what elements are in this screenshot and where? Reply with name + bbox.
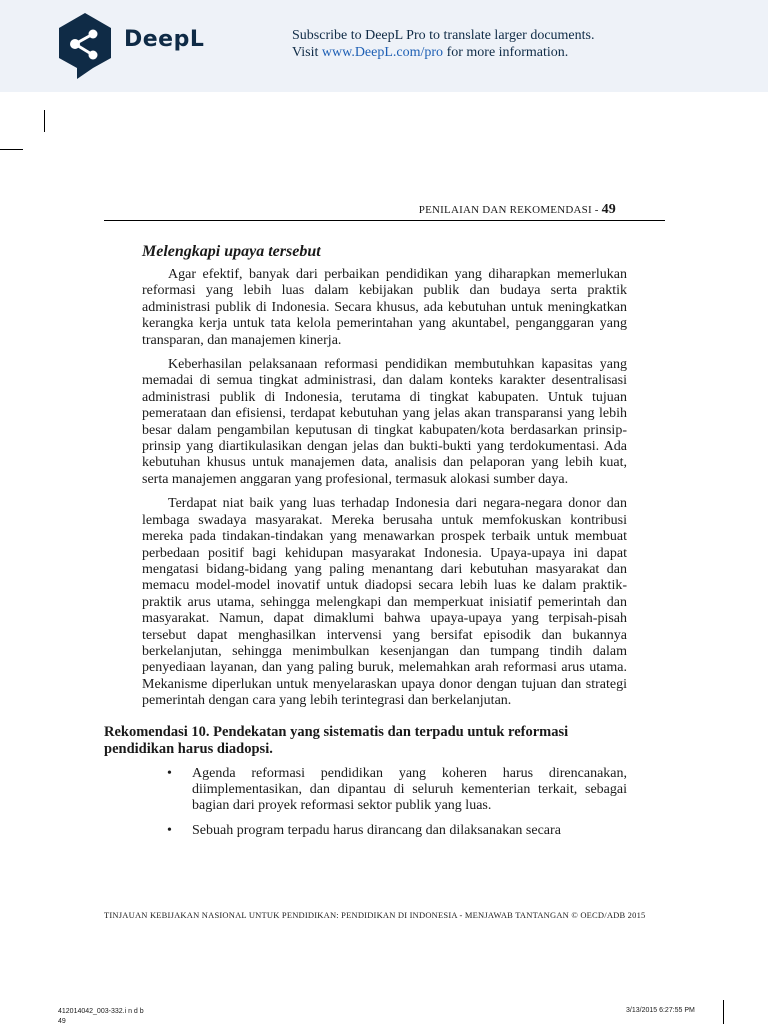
print-file-info (58, 1007, 144, 1027)
deepl-share-logo-icon (55, 11, 115, 81)
recommendation-heading: Rekomendasi 10. Pendekatan yang sistematis dan terpadu untuk reformasi pendidikan harus diadopsi. (104, 723, 569, 757)
print-file-name: 412014042_003-332.i n d b (58, 1008, 144, 1015)
crop-mark-vertical (44, 110, 45, 132)
deepl-pro-link[interactable]: www.DeepL.com/pro (321, 45, 444, 60)
promo-prefix: Visit (292, 45, 322, 60)
promo-line-1: Subscribe to DeepL Pro to translate larger documents. (292, 28, 595, 43)
list-item (167, 765, 627, 815)
bullet-glyph: • (167, 822, 172, 838)
header-rule (104, 220, 665, 221)
page-number: 49 (601, 202, 616, 217)
promo-line-2 (292, 44, 594, 61)
list-item (167, 822, 627, 839)
paragraph: Keberhasilan pelaksanaan reformasi pendidikan membutuhkan kapasitas yang memadai di semua tingkat administrasi, dan dalam konteks karakter desentralisasi administrasi publik di Indonesia, terutama di tingkat kabupaten. Untuk tujuan pemerataan dan efisiensi, terdapat kebutuhan yang jelas akan transparansi yang lebih besar dalam pengambilan keputusan di tingkat kabupaten/kota berdasarkan prinsip-prinsip yang diartikulasikan dengan jelas dan bukti-bukti yang terdokumentasi. Ada kebutuhan khusus untuk manajemen data, analisis dan pelaporan yang lebih kuat, serta manajemen anggaran yang profesional, termasuk alokasi sumber daya. (142, 357, 627, 487)
paragraph: Terdapat niat baik yang luas terhadap Indonesia dari negara-negara donor dan lembaga swadaya masyarakat. Mereka berusaha untuk memfokuskan kontribusi mereka pada tindakan-tindakan yang menawarkan prospek terbaik untuk membuat perbedaan positif bagi kehidupan masyarakat Indonesia. Upaya-upaya ini dapat mengatasi bidang-bidang yang paling menantang dari kebutuhan masyarakat dan memacu model-model inovatif untuk diadopsi secara lebih luas ke dalam praktik-praktik arus utama, sehingga melengkapi dan memperkuat inisiatif pemerintah dan masyarakat. Namun, dapat dimaklumi bahwa upaya-upaya yang terpisah-pisah tersebut dapat menghasilkan intervensi yang bersifat episodik dan bukannya berkelanjutan, sehingga menimbulkan kesenjangan dan tumpang tindih dalam penyediaan layanan, dan yang paling buruk, melemahkan arah reformasi arus utama. Mekanisme diperlukan untuk menyelaraskan upaya donor dengan tujuan dan strategi pemerintah dengan cara yang lebih terintegrasi dan berkelanjutan. (142, 496, 627, 709)
deepl-logo-text: DeepL (124, 27, 205, 52)
paragraph: Agar efektif, banyak dari perbaikan pendidikan yang diharapkan memerlukan reformasi yang lebih luas dalam kebijakan publik dan budaya serta praktik administrasi publik di Indonesia. Secara khusus, ada kebutuhan untuk meningkatkan kerangka kerja untuk tata kelola pemerintahan yang akuntabel, penganggaran yang transparan, dan manajemen kinerja. (142, 267, 627, 348)
page-footer: TINJAUAN KEBIJAKAN NASIONAL UNTUK PENDIDIKAN: PENDIDIKAN DI INDONESIA - MENJAWAB TANTANGAN © OECD/ADB 2015 (104, 910, 646, 920)
running-header (419, 202, 616, 218)
print-file-page: 49 (58, 1018, 66, 1025)
list-item-text: Agenda reformasi pendidikan yang koheren harus direncanakan, diimplementasikan, dan dipantau di seluruh kementerian terkait, sebagai bagian dari proyek reformasi sektor publik yang luas. (192, 765, 627, 814)
running-title: PENILAIAN DAN REKOMENDASI - (418, 204, 602, 216)
page-body (104, 243, 627, 847)
section-title: Melengkapi upaya tersebut (142, 243, 321, 260)
promo-text (292, 27, 594, 61)
crop-mark-horizontal (0, 149, 23, 150)
recommendation-list (104, 766, 627, 840)
promo-suffix: for more information. (443, 45, 569, 60)
bullet-glyph: • (167, 765, 172, 781)
crop-mark-bottom-right (723, 1000, 724, 1024)
list-item-text: Sebuah program terpadu harus dirancang dan dilaksanakan secara (192, 822, 561, 838)
print-timestamp: 3/13/2015 6:27:55 PM (626, 1007, 695, 1014)
deepl-banner (0, 0, 768, 92)
